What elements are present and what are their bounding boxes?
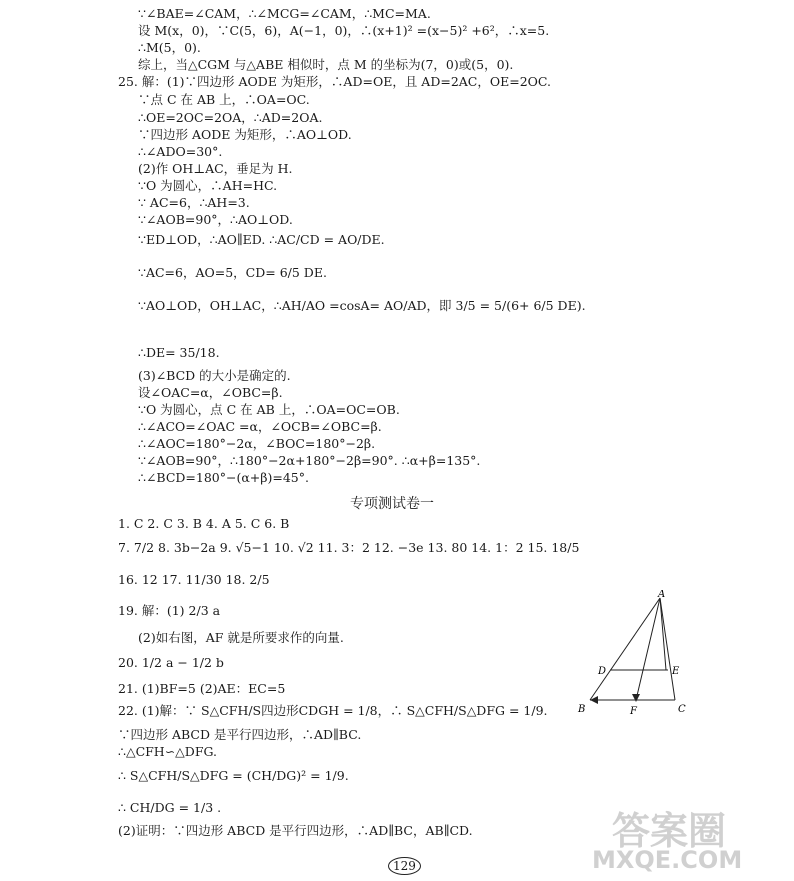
label-b: B	[578, 704, 586, 715]
arrow-head-b	[590, 696, 598, 704]
text-line: 19. 解：(1) 2/3 a	[118, 603, 221, 618]
watermark-url: MXQE.COM	[592, 846, 743, 874]
text-line: 21. (1)BF=5 (2)AE：EC=5	[118, 681, 286, 696]
text-line: 设 M(x，0)，∵C(5，6)，A(−1，0)，∴(x+1)² =(x−5)² +6²，∴x=5.	[138, 23, 550, 38]
text-line: 25. 解：(1)∵四边形 AODE 为矩形，∴AD=OE，且 AD=2AC，OE=2OC.	[118, 74, 552, 89]
text-line: 综上，当△CGM 与△ABE 相似时，点 M 的坐标为(7，0)或(5，0).	[138, 57, 514, 72]
text-line: ∵O 为圆心，∴AH=HC.	[138, 178, 278, 193]
text-line: ∵∠AOB=90°，∴180°−2α+180°−2β=90°. ∴α+β=135°.	[138, 453, 481, 468]
text-line: ∵∠AOB=90°，∴AO⊥OD.	[138, 212, 293, 227]
text-line: ∵四边形 AODE 为矩形，∴AO⊥OD.	[138, 127, 352, 142]
text-line: ∵ AC=6，∴AH=3.	[138, 195, 250, 210]
text-line: ∴ CH/DG = 1/3 .	[118, 800, 222, 815]
text-line: ∵AO⊥OD，OH⊥AC，∴AH/AO =cosA= AO/AD，即 3/5 = 5/(6+ 6/5 DE).	[138, 298, 586, 313]
label-e: E	[672, 666, 680, 677]
text-line: ∴∠BCD=180°−(α+β)=45°.	[138, 470, 309, 485]
text-line: ∴DE= 35/18.	[138, 345, 220, 360]
page-number: 129	[388, 857, 421, 875]
text-line: ∵∠BAE=∠CAM，∴∠MCG=∠CAM，∴MC=MA.	[138, 6, 431, 21]
text-line: ∴△CFH∽△DFG.	[118, 744, 217, 759]
label-a: A	[658, 590, 666, 600]
label-d: D	[598, 666, 607, 677]
text-line: ∵ED⊥OD，∴AO∥ED. ∴AC/CD = AO/DE.	[138, 232, 385, 247]
text-line: ∵四边形 ABCD 是平行四边形，∴AD∥BC.	[118, 727, 362, 742]
label-c: C	[678, 704, 686, 715]
vector-af	[636, 598, 660, 700]
geometry-figure	[570, 590, 710, 720]
section-title: 专项测试卷一	[350, 496, 434, 512]
text-line: ∴ S△CFH/S△DFG = (CH/DG)² = 1/9.	[118, 768, 349, 783]
label-f: F	[630, 706, 637, 717]
text-line: (2)作 OH⊥AC，垂足为 H.	[138, 161, 293, 176]
watermark-logo: 答案圈	[612, 809, 727, 853]
text-line: 7. 7/2 8. 3b−2a 9. √5−1 10. √2 11. 3：2 12. −3e 13. 80 14. 1：2 15. 18/5	[118, 540, 580, 555]
text-line: 22. (1)解：∵ S△CFH/S四边形CDGH = 1/8，∴ S△CFH/S△DFG = 1/9.	[118, 703, 548, 718]
text-line: 1. C 2. C 3. B 4. A 5. C 6. B	[118, 516, 290, 531]
text-line: 20. 1/2 a − 1/2 b	[118, 655, 224, 670]
text-line: ∴OE=2OC=2OA，∴AD=2OA.	[138, 110, 323, 125]
segment-ab	[590, 598, 660, 700]
text-line: ∵AC=6，AO=5，CD= 6/5 DE.	[138, 265, 327, 280]
segment-ac	[660, 598, 675, 700]
text-line: (3)∠BCD 的大小是确定的.	[138, 368, 291, 383]
arrow-head-f	[632, 694, 640, 702]
text-line: ∵O 为圆心，点 C 在 AB 上，∴OA=OC=OB.	[138, 402, 400, 417]
text-line: ∵点 C 在 AB 上，∴OA=OC.	[138, 92, 310, 107]
text-line: ∴M(5，0).	[138, 40, 201, 55]
text-line: ∴∠ACO=∠OAC =α，∠OCB=∠OBC=β.	[138, 419, 382, 434]
text-line: ∴∠AOC=180°−2α，∠BOC=180°−2β.	[138, 436, 376, 451]
text-line: (2)证明：∵四边形 ABCD 是平行四边形，∴AD∥BC，AB∥CD.	[118, 823, 473, 838]
text-line: 16. 12 17. 11/30 18. 2/5	[118, 572, 270, 587]
text-line: ∴∠ADO=30°.	[138, 144, 223, 159]
text-line: 设∠OAC=α，∠OBC=β.	[138, 385, 283, 400]
text-line: (2)如右图，AF 就是所要求作的向量.	[138, 630, 344, 645]
